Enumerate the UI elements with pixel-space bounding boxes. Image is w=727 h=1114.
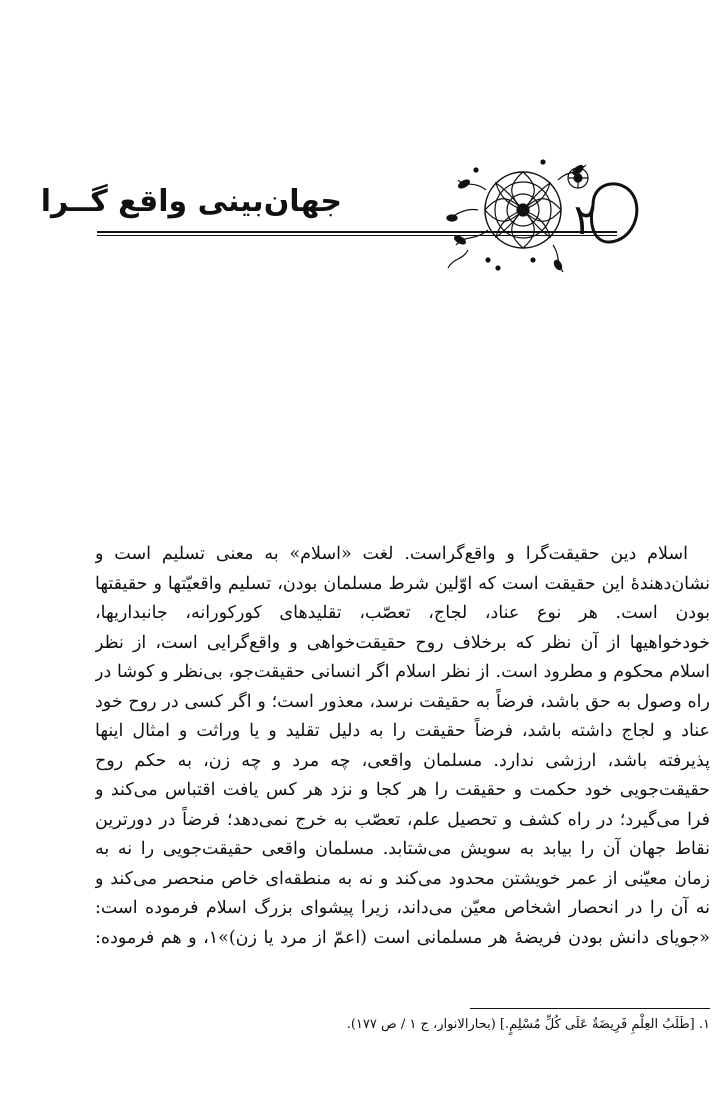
text-line: اسلام محکوم و مطرود است. از نظر اسلام اگر انسانی حقیقت‌جو، بی‌نظر و کوشا در	[95, 662, 710, 682]
text-line: خودخواهیها از آن نظر که برخلاف روح حقیقت‌خواهی و واقع‌گرایی است، از نظر	[95, 632, 710, 653]
header-rule-thin	[97, 235, 617, 236]
text-line: زمان معیّنی از عمر خویشتن محدود می‌کند و نه به منطقه‌ای خاص منحصر می‌کند و	[95, 868, 710, 889]
footnote-divider	[470, 1008, 710, 1009]
text-line: فرا می‌گیرد؛ در راه کشف و تحصیل علم، تعصّب به خرج نمی‌دهد؛ فرضاً در دورترین	[95, 809, 710, 830]
text-line: عناد و لجاج داشته باشد، فرضاً حقیقت را به دلیل تقلید و یا وراثت و امثال اینها	[95, 721, 710, 741]
text-line: نقاط جهان آن را بیابد به سویش می‌شتابد. مسلمان واقعی حقیقت‌جویی را نه به	[95, 839, 710, 859]
text-line: «جویای دانش بودن فریضهٔ هر مسلمانی است (اعمّ از مرد یا زن)»١، و هم فرموده:	[95, 927, 710, 948]
chapter-header	[0, 150, 727, 280]
text-line: پذیرفته باشد، ارزشی ندارد. مسلمان واقعی، چه مرد و چه زن، به حکم روح	[95, 750, 710, 771]
text-line: نه آن را در انحصار اشخاص معیّن می‌داند، زیرا پیشوای بزرگ اسلام فرموده است:	[95, 898, 710, 918]
text-line: نشان‌دهندهٔ این حقیقت است که اوّلین شرط مسلمان بودن، تسلیم واقعیّتها و حقیقتها	[95, 573, 710, 594]
body-text	[95, 540, 710, 953]
header-rule	[97, 231, 617, 233]
text-line: راه وصول به حق باشد، فرضاً به حقیقت نرسد، معذور است؛ و اگر کسی در روح خود	[95, 691, 710, 712]
text-line: بودن است. هر نوع عناد، لجاج، تعصّب، تقلیدهای کورکورانه، جانبداریها،	[95, 603, 710, 623]
footnote: ١. [طَلَبُ العِلْمِ فَرِیضَةٌ عَلَی کُلِّ مُسْلِمٍ.] (بحارالانوار، ج ١ / ص ١٧٧).	[346, 1017, 710, 1032]
text-line: اسلام دین حقیقت‌گرا و واقع‌گراست. لغت «اسلام» به معنی تسلیم است و	[95, 544, 688, 564]
floral-ornament-icon	[428, 150, 658, 280]
chapter-title: جهان‌بینی واقع گــرا	[40, 184, 342, 219]
chapter-number: ۲	[573, 195, 597, 244]
text-line: حقیقت‌جویی خود حکمت و حقیقت را هر کجا و نزد هر کس یافت اقتباس می‌کند و	[95, 780, 710, 800]
